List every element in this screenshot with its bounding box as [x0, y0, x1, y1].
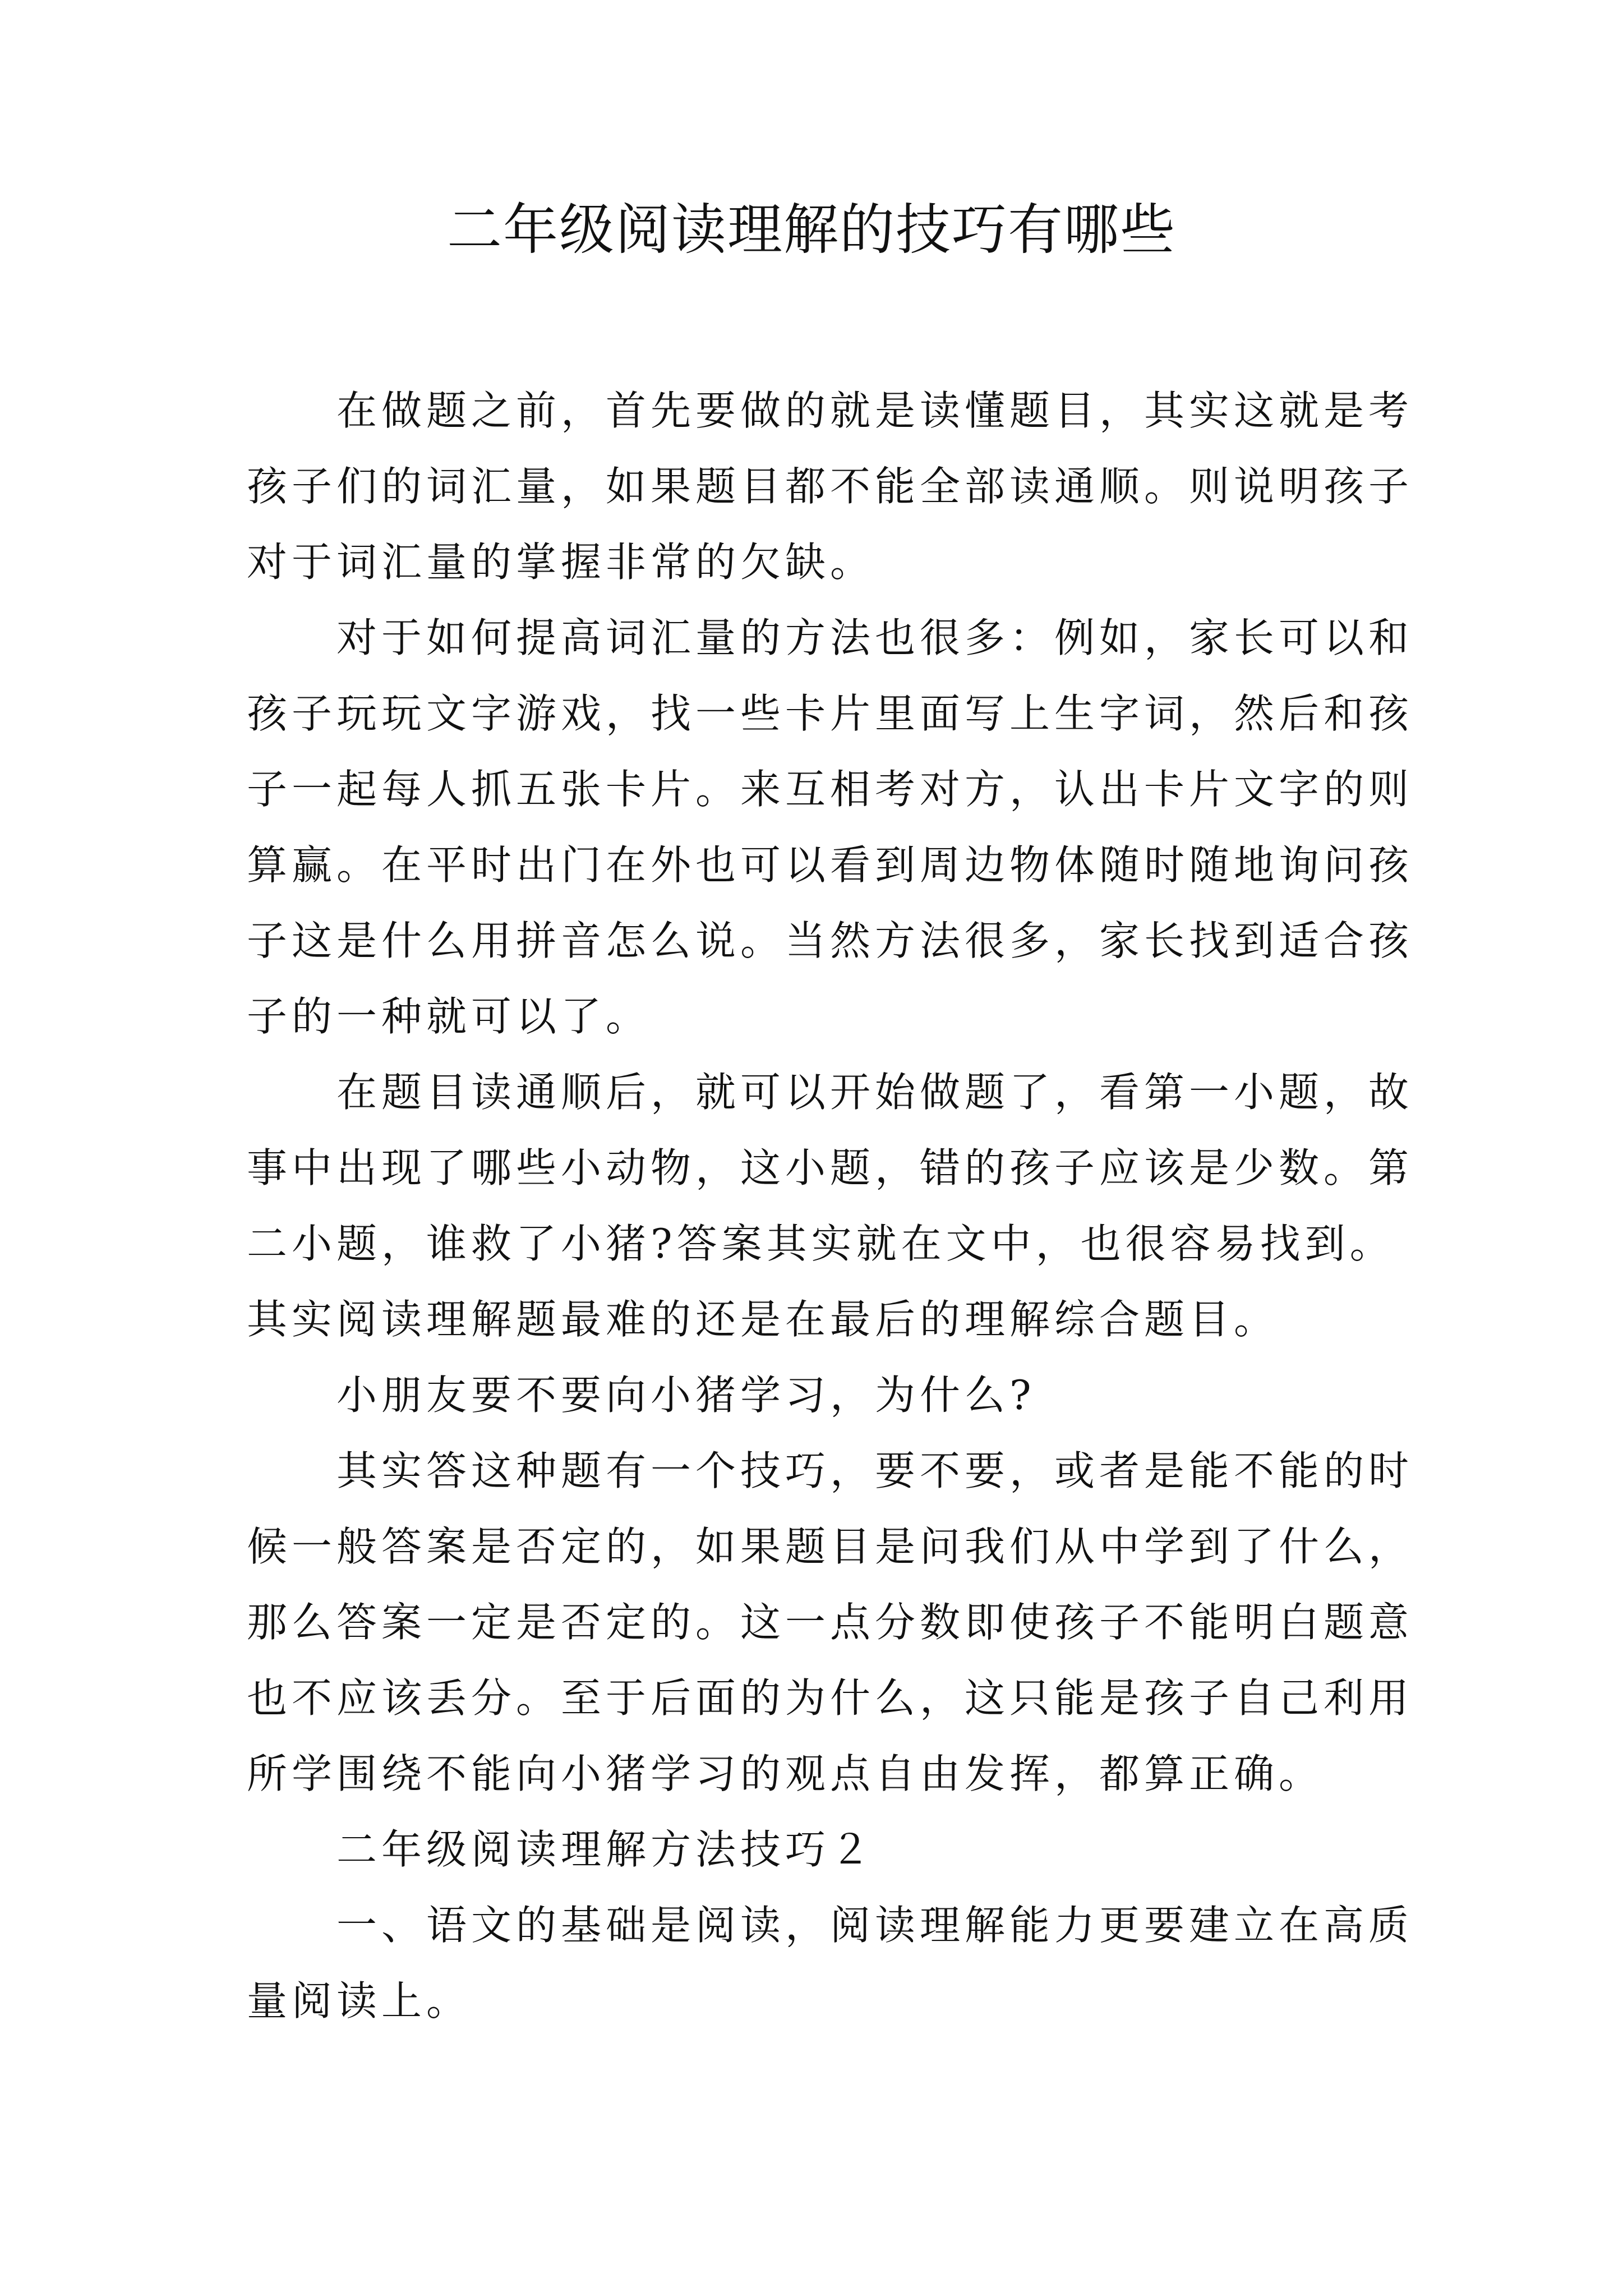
text-line: 二小题，谁救了小猪?答案其实就在文中，也很容易找到。 [247, 1220, 1395, 1267]
document-body [247, 373, 1414, 2039]
text-line: 孩子们的词汇量，如果题目都不能全部读通顺。则说明孩子 [247, 463, 1414, 510]
text-line: 在题目读通顺后，就可以开始做题了，看第一小题，故 [336, 1069, 1414, 1116]
text-line: 其实答这种题有一个技巧，要不要，或者是能不能的时 [336, 1447, 1414, 1494]
text-line: 在做题之前，首先要做的就是读懂题目，其实这就是考 [336, 387, 1414, 434]
text-line: 子一起每人抓五张卡片。来互相考对方，认出卡片文字的则 [247, 766, 1414, 813]
text-line: 子这是什么用拼音怎么说。当然方法很多，家长找到适合孩 [247, 917, 1414, 964]
text-line: 对于如何提高词汇量的方法也很多：例如，家长可以和 [336, 614, 1414, 661]
text-line: 孩子玩玩文字游戏，找一些卡片里面写上生字词，然后和孩 [247, 690, 1414, 737]
text-line: 那么答案一定是否定的。这一点分数即使孩子不能明白题意 [247, 1599, 1414, 1646]
page-title: 二年级阅读理解的技巧有哪些 [446, 198, 1176, 262]
text-line: 算赢。在平时出门在外也可以看到周边物体随时随地询问孩 [247, 841, 1414, 889]
paragraph [247, 1433, 1414, 1812]
text-line: 小朋友要不要向小猪学习，为什么? [336, 1372, 1036, 1419]
paragraph [247, 600, 1414, 1055]
text-line: 量阅读上。 [247, 1977, 472, 2024]
text-line: 对于词汇量的掌握非常的欠缺。 [247, 539, 875, 586]
text-line: 二年级阅读理解方法技巧２ [336, 1826, 875, 1873]
text-line: 所学围绕不能向小猪学习的观点自由发挥，都算正确。 [247, 1750, 1324, 1797]
text-line: 其实阅读理解题最难的还是在最后的理解综合题目。 [247, 1296, 1279, 1343]
paragraph [247, 373, 1414, 600]
paragraph [247, 1055, 1414, 1358]
text-line: 一、语文的基础是阅读，阅读理解能力更要建立在高质 [336, 1902, 1414, 1949]
paragraph [247, 1888, 1414, 2039]
text-line: 候一般答案是否定的，如果题目是问我们从中学到了什么， [247, 1523, 1414, 1570]
text-line: 事中出现了哪些小动物，这小题，错的孩子应该是少数。第 [247, 1144, 1414, 1191]
text-line: 也不应该丢分。至于后面的为什么，这只能是孩子自己利用 [247, 1674, 1414, 1722]
text-line: 子的一种就可以了。 [247, 993, 651, 1040]
paragraph [247, 1358, 1380, 1433]
section-heading [247, 1812, 1380, 1888]
